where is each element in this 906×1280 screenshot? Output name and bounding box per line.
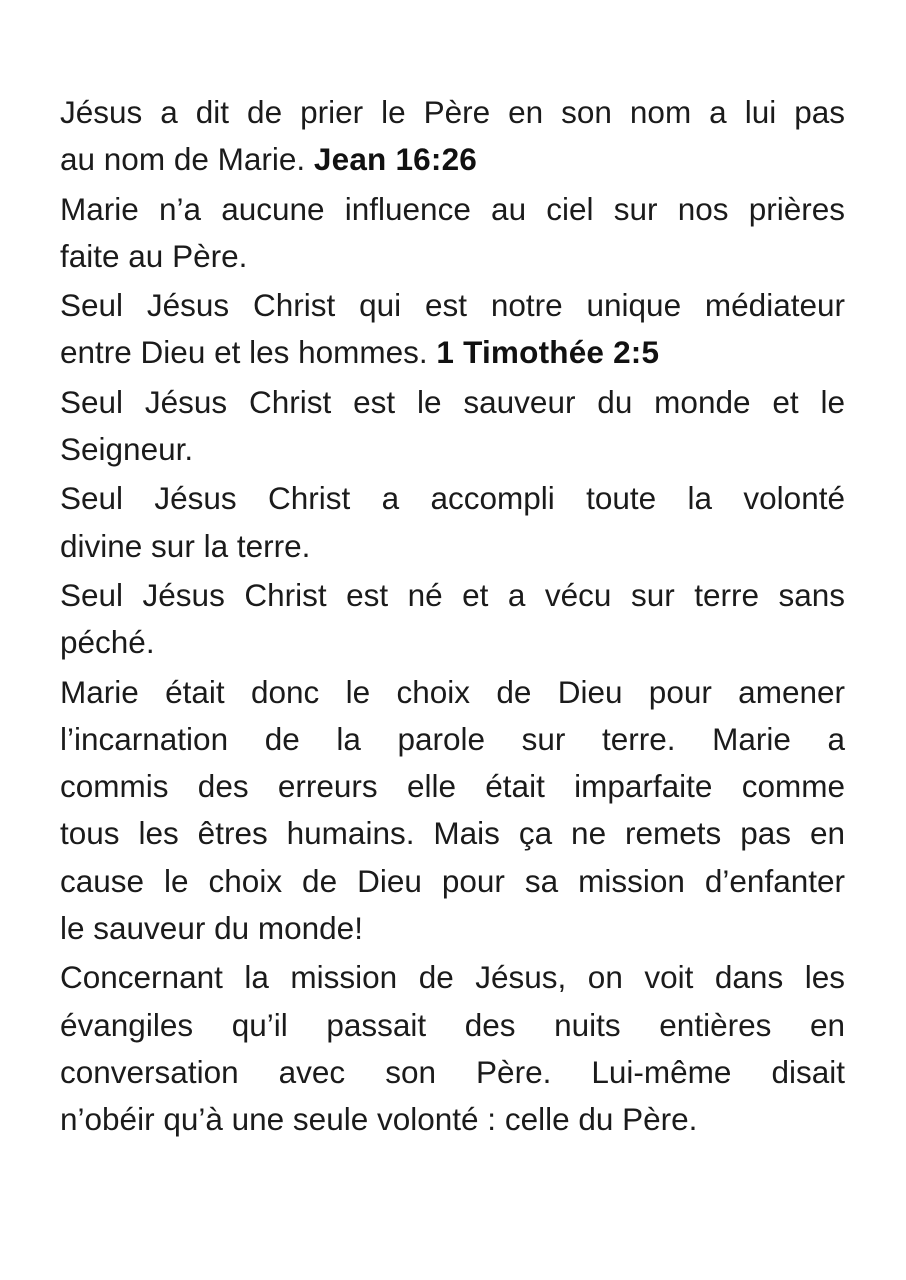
text-line <box>60 810 845 857</box>
text-run: faite au Père. <box>60 237 248 274</box>
text-line <box>60 523 845 570</box>
document-text-block <box>60 89 845 1144</box>
text-line <box>60 669 845 716</box>
verse-reference: 1 Timothée 2:5 <box>436 334 660 371</box>
text-run: divine sur la terre. <box>60 527 311 564</box>
text-run: Jésus a dit de prier le Père en son nom a lui pas <box>60 94 845 130</box>
text-run: Concernant la mission de Jésus, on voit dans les <box>60 959 845 996</box>
text-line <box>60 89 845 136</box>
text-line <box>60 1096 845 1143</box>
text-line <box>60 379 845 426</box>
verse-reference: Jean 16:26 <box>313 141 478 178</box>
text-run: Marie était donc le choix de Dieu pour amener <box>60 673 845 710</box>
paragraph <box>60 282 845 377</box>
text-line <box>60 905 845 952</box>
text-run: tous les êtres humains. Mais ça ne remets pas en <box>60 815 845 852</box>
text-line <box>60 186 845 233</box>
text-line <box>60 329 845 376</box>
text-line <box>60 954 845 1001</box>
text-line <box>60 233 845 280</box>
text-run: Seul Jésus Christ qui est notre unique médiateur <box>60 287 845 324</box>
text-run: Seigneur. <box>60 431 194 468</box>
paragraph <box>60 89 845 184</box>
text-line <box>60 1002 845 1049</box>
text-line <box>60 475 845 522</box>
text-run: le sauveur du monde! <box>60 910 363 947</box>
text-run: l’incarnation de la parole sur terre. Marie a <box>60 720 845 757</box>
text-line <box>60 619 845 666</box>
paragraph <box>60 954 845 1143</box>
text-line <box>60 572 845 619</box>
text-run: Seul Jésus Christ a accompli toute la volonté <box>60 480 845 517</box>
text-line <box>60 282 845 329</box>
text-run: au nom de Marie. <box>60 141 314 178</box>
text-run: Marie n’a aucune influence au ciel sur nos prières <box>60 190 845 227</box>
paragraph <box>60 572 845 667</box>
paragraph <box>60 475 845 570</box>
text-line <box>60 858 845 905</box>
text-run: péché. <box>60 624 155 661</box>
text-line <box>60 1049 845 1096</box>
text-run: Seul Jésus Christ est né et a vécu sur terre sans <box>60 576 845 613</box>
paragraph <box>60 379 845 474</box>
text-run: entre Dieu et les hommes. <box>60 334 437 371</box>
text-line <box>60 763 845 810</box>
text-run: évangiles qu’il passait des nuits entières en <box>60 1006 845 1043</box>
text-run: commis des erreurs elle était imparfaite comme <box>60 768 845 805</box>
text-run: conversation avec son Père. Lui-même disait <box>60 1053 845 1090</box>
text-line <box>60 426 845 473</box>
text-run: Seul Jésus Christ est le sauveur du monde et le <box>60 383 845 420</box>
text-line <box>60 716 845 763</box>
paragraph <box>60 669 845 953</box>
text-run: cause le choix de Dieu pour sa mission d’enfanter <box>60 862 845 899</box>
text-line <box>60 136 845 183</box>
paragraph <box>60 186 845 281</box>
text-run: n’obéir qu’à une seule volonté : celle du Père. <box>60 1101 698 1138</box>
